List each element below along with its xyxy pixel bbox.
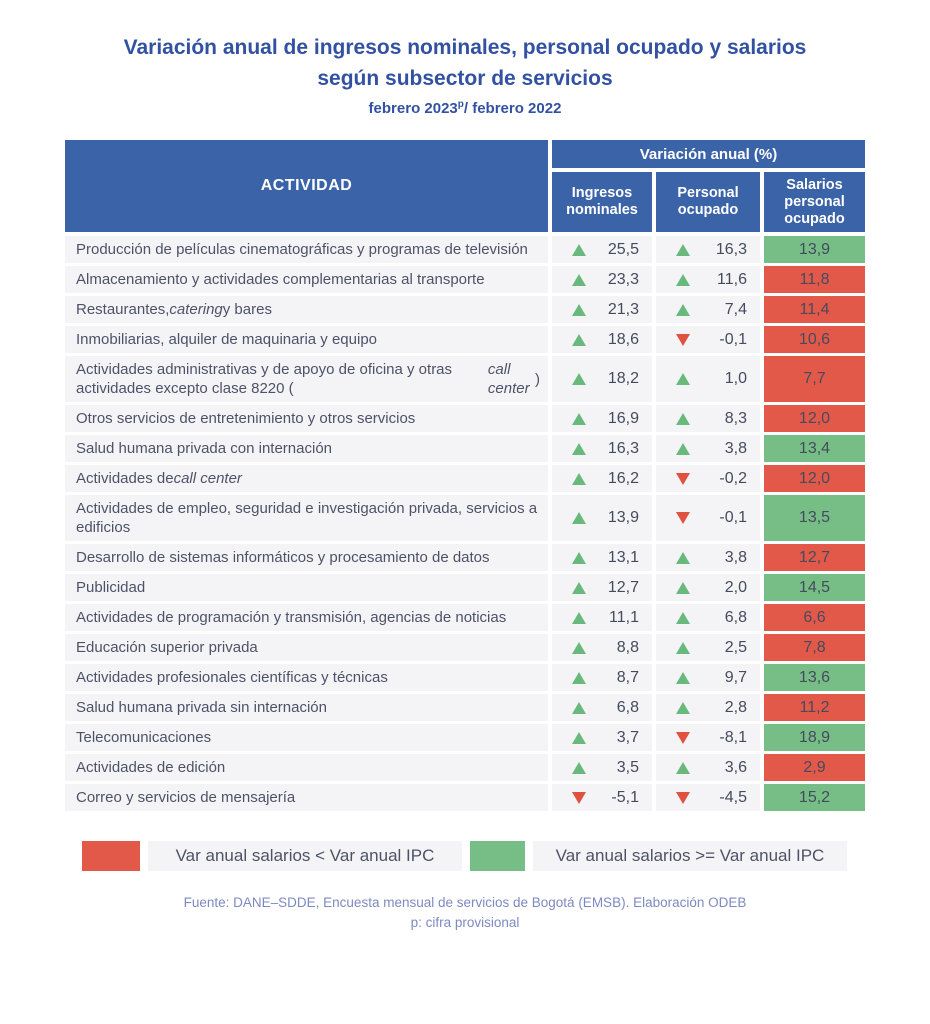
down-arrow-icon: [572, 792, 586, 804]
up-arrow-icon: [572, 702, 586, 714]
ingresos-value: 18,2: [607, 370, 639, 387]
column-header-salarios-personal-ocupado: Salarios personal ocupado: [764, 172, 865, 232]
salarios-cell: 11,8: [764, 266, 865, 293]
personal-value: 3,8: [724, 548, 747, 566]
subheader-row: [552, 172, 865, 232]
down-arrow-icon: [676, 334, 690, 346]
personal-value: 3,6: [724, 758, 747, 776]
ingresos-value: 6,8: [616, 698, 639, 716]
ingresos-cell: [552, 435, 652, 462]
table-row: [65, 634, 865, 661]
provisional-superscript: p: [457, 99, 464, 110]
down-arrow-icon: [676, 792, 690, 804]
personal-value: 9,7: [724, 668, 747, 686]
personal-value: 16,3: [715, 240, 747, 258]
activity-cell: Educación superior privada: [65, 634, 548, 661]
personal-value: -8,1: [719, 728, 747, 746]
activity-cell: Actividades de programación y transmisión, agencias de noticias: [65, 604, 548, 631]
footer: [0, 893, 930, 933]
up-arrow-icon: [572, 334, 586, 346]
up-arrow-icon: [572, 642, 586, 654]
salarios-cell: 12,0: [764, 465, 865, 492]
ingresos-cell: [552, 634, 652, 661]
column-header-personal-ocupado: Personal ocupado: [656, 172, 760, 232]
salarios-cell: 11,2: [764, 694, 865, 721]
activity-cell: Restaurantes, catering y bares: [65, 296, 548, 323]
table-row: [65, 784, 865, 811]
ingresos-value: 8,7: [616, 668, 639, 686]
personal-cell: [656, 664, 760, 691]
personal-value: 6,8: [724, 608, 747, 626]
ingresos-value: 16,3: [607, 439, 639, 457]
personal-cell: [656, 724, 760, 751]
subtitle: [0, 99, 930, 117]
ingresos-value: 3,7: [616, 728, 639, 746]
ingresos-value: 13,9: [607, 509, 639, 526]
salarios-cell: 15,2: [764, 784, 865, 811]
ingresos-value: 8,8: [616, 638, 639, 656]
group-header-variacion-anual: Variación anual (%): [552, 140, 865, 168]
ingresos-value: 16,9: [607, 409, 639, 427]
up-arrow-icon: [676, 762, 690, 774]
ingresos-value: 23,3: [607, 270, 639, 288]
personal-cell: [656, 326, 760, 353]
table-row: [65, 694, 865, 721]
header-right-block: [552, 140, 865, 232]
up-arrow-icon: [572, 443, 586, 455]
up-arrow-icon: [572, 244, 586, 256]
ingresos-value: -5,1: [611, 788, 639, 806]
table-row: [65, 435, 865, 462]
salarios-cell: 7,8: [764, 634, 865, 661]
provisional-note: p: cifra provisional: [410, 915, 520, 930]
ingresos-cell: [552, 664, 652, 691]
legend: [82, 841, 847, 871]
ingresos-value: 3,5: [616, 758, 639, 776]
table-row: [65, 664, 865, 691]
activity-cell: Actividades de call center: [65, 465, 548, 492]
personal-value: 3,8: [724, 439, 747, 457]
personal-cell: [656, 296, 760, 323]
title-line2: según subsector de servicios: [317, 67, 613, 90]
up-arrow-icon: [676, 582, 690, 594]
up-arrow-icon: [676, 612, 690, 624]
activity-cell: Inmobiliarias, alquiler de maquinaria y equipo: [65, 326, 548, 353]
up-arrow-icon: [572, 672, 586, 684]
ingresos-value: 18,6: [607, 330, 639, 348]
personal-cell: [656, 435, 760, 462]
down-arrow-icon: [676, 473, 690, 485]
ingresos-cell: [552, 784, 652, 811]
salarios-cell: 13,9: [764, 236, 865, 263]
personal-value: -4,5: [719, 788, 747, 806]
personal-cell: [656, 266, 760, 293]
up-arrow-icon: [676, 373, 690, 385]
activity-cell: Salud humana privada con internación: [65, 435, 548, 462]
ingresos-cell: [552, 724, 652, 751]
table-header: [65, 140, 865, 232]
column-header-ingresos-nominales: Ingresos nominales: [552, 172, 652, 232]
personal-value: 2,8: [724, 698, 747, 716]
salarios-cell: 10,6: [764, 326, 865, 353]
personal-cell: [656, 694, 760, 721]
page-title: [0, 0, 930, 94]
subtitle-period: febrero 2023: [368, 100, 458, 117]
personal-cell: [656, 574, 760, 601]
column-header-actividad: ACTIVIDAD: [65, 140, 548, 232]
subtitle-period-2: / febrero 2022: [463, 100, 562, 117]
up-arrow-icon: [572, 473, 586, 485]
salarios-cell: 12,0: [764, 405, 865, 432]
table-row: [65, 495, 865, 541]
personal-cell: [656, 405, 760, 432]
table-row: [65, 754, 865, 781]
ingresos-cell: [552, 296, 652, 323]
up-arrow-icon: [572, 582, 586, 594]
ingresos-cell: [552, 405, 652, 432]
down-arrow-icon: [676, 732, 690, 744]
source-note: Fuente: DANE–SDDE, Encuesta mensual de servicios de Bogotá (EMSB). Elaboración ODEB: [183, 895, 747, 910]
up-arrow-icon: [572, 304, 586, 316]
ingresos-cell: [552, 236, 652, 263]
ingresos-cell: [552, 266, 652, 293]
up-arrow-icon: [572, 762, 586, 774]
ingresos-cell: [552, 694, 652, 721]
ingresos-cell: [552, 604, 652, 631]
activity-cell: Salud humana privada sin internación: [65, 694, 548, 721]
ingresos-value: 13,1: [607, 548, 639, 566]
activity-cell: Desarrollo de sistemas informáticos y procesamiento de datos: [65, 544, 548, 571]
personal-cell: [656, 495, 760, 541]
up-arrow-icon: [676, 702, 690, 714]
table-row: [65, 604, 865, 631]
ingresos-cell: [552, 574, 652, 601]
table-row: [65, 356, 865, 402]
up-arrow-icon: [572, 413, 586, 425]
personal-cell: [656, 754, 760, 781]
ingresos-cell: [552, 544, 652, 571]
legend-label-below-ipc: Var anual salarios < Var anual IPC: [148, 841, 462, 871]
salarios-cell: 13,6: [764, 664, 865, 691]
table-row: [65, 544, 865, 571]
up-arrow-icon: [676, 443, 690, 455]
salarios-cell: 14,5: [764, 574, 865, 601]
table-row: [65, 574, 865, 601]
personal-cell: [656, 634, 760, 661]
data-table: [65, 140, 865, 811]
personal-value: -0,1: [719, 509, 747, 526]
table-row: [65, 236, 865, 263]
legend-label-above-ipc: Var anual salarios >= Var anual IPC: [533, 841, 847, 871]
personal-value: 1,0: [724, 370, 747, 387]
legend-swatch-green: [470, 841, 525, 871]
personal-cell: [656, 544, 760, 571]
ingresos-cell: [552, 356, 652, 402]
ingresos-cell: [552, 326, 652, 353]
down-arrow-icon: [676, 512, 690, 524]
table-row: [65, 465, 865, 492]
personal-value: -0,2: [719, 469, 747, 487]
table-row: [65, 266, 865, 293]
ingresos-cell: [552, 465, 652, 492]
up-arrow-icon: [676, 672, 690, 684]
table-row: [65, 405, 865, 432]
up-arrow-icon: [676, 304, 690, 316]
legend-swatch-red: [82, 841, 140, 871]
up-arrow-icon: [676, 552, 690, 564]
ingresos-value: 21,3: [607, 300, 639, 318]
personal-value: 2,5: [724, 638, 747, 656]
activity-cell: Publicidad: [65, 574, 548, 601]
salarios-cell: 11,4: [764, 296, 865, 323]
activity-cell: Actividades de empleo, seguridad e investigación privada, servicios a edificios: [65, 495, 548, 541]
table-row: [65, 296, 865, 323]
activity-cell: Telecomunicaciones: [65, 724, 548, 751]
up-arrow-icon: [572, 274, 586, 286]
activity-cell: Actividades de edición: [65, 754, 548, 781]
up-arrow-icon: [676, 413, 690, 425]
up-arrow-icon: [572, 552, 586, 564]
personal-value: 8,3: [724, 409, 747, 427]
personal-value: 2,0: [724, 578, 747, 596]
up-arrow-icon: [572, 512, 586, 524]
personal-cell: [656, 465, 760, 492]
personal-cell: [656, 784, 760, 811]
salarios-cell: 6,6: [764, 604, 865, 631]
personal-value: 7,4: [724, 300, 747, 318]
up-arrow-icon: [572, 612, 586, 624]
salarios-cell: 2,9: [764, 754, 865, 781]
personal-cell: [656, 356, 760, 402]
ingresos-value: 16,2: [607, 469, 639, 487]
activity-cell: Almacenamiento y actividades complementarias al transporte: [65, 266, 548, 293]
activity-cell: Producción de películas cinematográficas y programas de televisión: [65, 236, 548, 263]
activity-cell: Correo y servicios de mensajería: [65, 784, 548, 811]
up-arrow-icon: [676, 642, 690, 654]
table-row: [65, 724, 865, 751]
personal-cell: [656, 604, 760, 631]
salarios-cell: 7,7: [764, 356, 865, 402]
salarios-cell: 12,7: [764, 544, 865, 571]
salarios-cell: 18,9: [764, 724, 865, 751]
up-arrow-icon: [572, 373, 586, 385]
personal-value: -0,1: [719, 330, 747, 348]
ingresos-cell: [552, 495, 652, 541]
title-line1: Variación anual de ingresos nominales, personal ocupado y salarios: [123, 36, 807, 59]
personal-value: 11,6: [717, 270, 747, 288]
activity-cell: Actividades administrativas y de apoyo de oficina y otras actividades excepto clase 8220 ( call center ): [65, 356, 548, 402]
salarios-cell: 13,5: [764, 495, 865, 541]
personal-cell: [656, 236, 760, 263]
up-arrow-icon: [572, 732, 586, 744]
ingresos-value: 12,7: [607, 578, 639, 596]
ingresos-value: 25,5: [607, 240, 639, 258]
activity-cell: Otros servicios de entretenimiento y otros servicios: [65, 405, 548, 432]
ingresos-value: 11,1: [609, 608, 639, 626]
ingresos-cell: [552, 754, 652, 781]
activity-cell: Actividades profesionales científicas y técnicas: [65, 664, 548, 691]
up-arrow-icon: [676, 274, 690, 286]
salarios-cell: 13,4: [764, 435, 865, 462]
up-arrow-icon: [676, 244, 690, 256]
table-body: [65, 236, 865, 811]
table-row: [65, 326, 865, 353]
